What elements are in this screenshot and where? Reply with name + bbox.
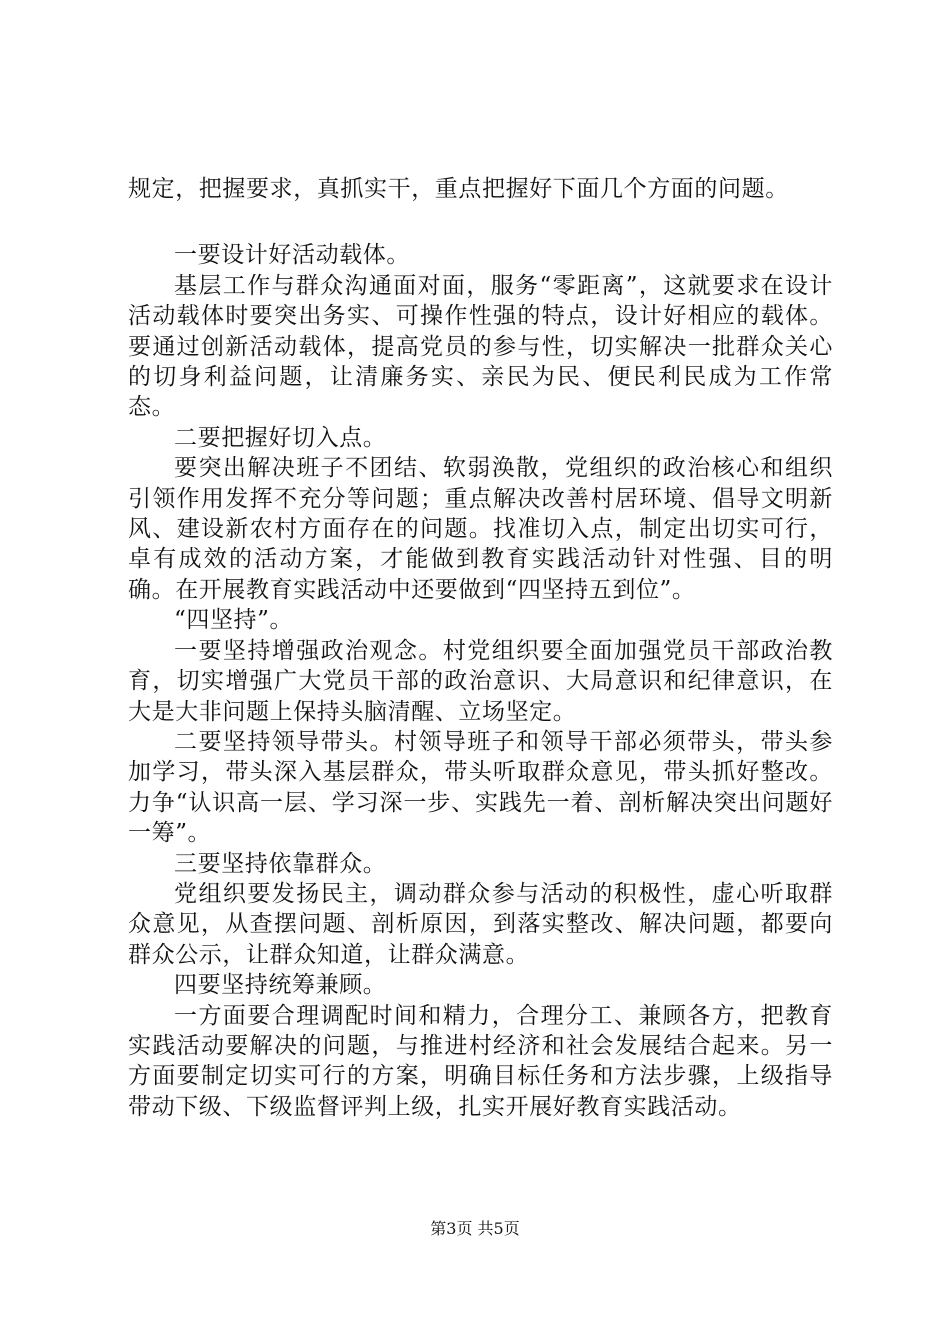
section-heading-1: 一要设计好活动载体。: [174, 242, 410, 269]
paragraph: 基层工作与群众沟通面对面，服务“零距离”，这就要求在设计活动载体时要突出务实、可操作性强的特点，设计好相应的载体。要通过创新活动载体，提高党员的参与性，切实解决一批群众关心的切身利益问题，让清廉务实、亲民为民、便民利民成为工作常态。: [128, 272, 833, 421]
section-heading-four-insists: “四坚持”。: [174, 607, 294, 634]
paragraph-continuation: 规定，把握要求，真抓实干，重点把握好下面几个方面的问题。: [128, 176, 789, 202]
page-number: 第3页 共5页: [430, 1219, 520, 1238]
paragraph: 要突出解决班子不团结、软弱涣散，党组织的政治核心和组织引领作用发挥不充分等问题；重点解决改善村居环境、倡导文明新风、建设新农村方面存在的问题。找准切入点，制定出切实可行，卓有成效的活动方案，才能做到教育实践活动针对性强、目的明确。在开展教育实践活动中还要做到“四坚持五到位”。: [128, 455, 833, 603]
paragraph: 一方面要合理调配时间和精力，合理分工、兼顾各方，把教育实践活动要解决的问题，与推进村经济和社会发展结合起来。另一方面要制定切实可行的方案，明确目标任务和方法步骤，上级指导带动下级、下级监督评判上级，扎实开展好教育实践活动。: [128, 1002, 833, 1120]
paragraph: 党组织要发扬民主，调动群众参与活动的积极性，虚心听取群众意见，从查摆问题、剖析原因，到落实整改、解决问题，都要向群众公示，让群众知道，让群众满意。: [128, 880, 833, 968]
paragraph: 一要坚持增强政治观念。村党组织要全面加强党员干部政治教育，切实增强广大党员干部的政治意识、大局意识和纪律意识，在大是大非问题上保持头脑清醒、立场坚定。: [128, 637, 833, 725]
section-heading-4: 四要坚持统筹兼顾。: [174, 972, 387, 999]
document-body: [128, 174, 833, 1122]
section-heading-3: 三要坚持依靠群众。: [174, 850, 387, 877]
page-footer: [0, 1219, 950, 1239]
paragraph: 二要坚持领导带头。村领导班子和领导干部必须带头，带头参加学习，带头深入基层群众，带头听取群众意见，带头抓好整改。力争“认识高一层、学习深一步、实践先一着、剖析解决突出问题好一筹”。: [128, 728, 833, 847]
section-heading-2: 二要把握好切入点。: [174, 424, 387, 451]
